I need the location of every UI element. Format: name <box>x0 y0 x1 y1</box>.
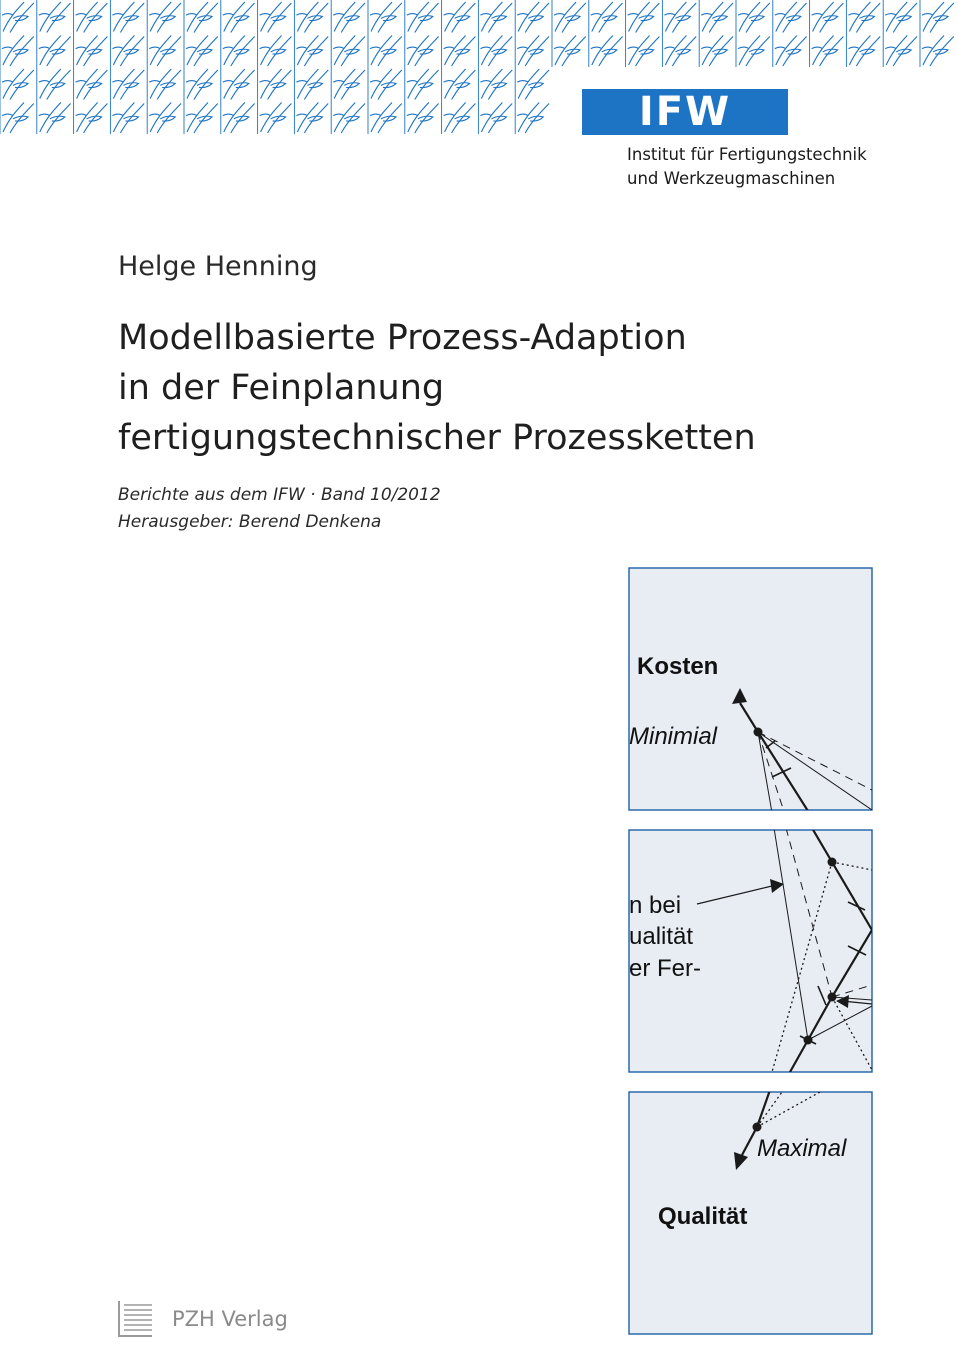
diagram-text-line-1: n bei <box>629 892 682 919</box>
institute-line-2: und Werkzeugmaschinen <box>627 169 836 188</box>
pattern-tile <box>478 34 512 68</box>
pattern-tile <box>331 0 365 34</box>
pattern-tile <box>920 0 954 34</box>
series-info <box>118 482 441 536</box>
pattern-tile <box>110 67 144 101</box>
pattern-tile <box>846 34 880 68</box>
logo-text: IFW <box>638 89 732 135</box>
pattern-tile <box>74 101 108 135</box>
label-kosten: Kosten <box>637 653 719 680</box>
pattern-tile <box>883 34 917 68</box>
pattern-tile <box>515 0 549 34</box>
pattern-tile <box>442 101 476 135</box>
pattern-tile <box>37 34 71 68</box>
pattern-tile <box>110 101 144 135</box>
pattern-tile <box>405 67 439 101</box>
pattern-tile <box>74 34 108 68</box>
pattern-tile <box>221 67 255 101</box>
pattern-tile <box>294 67 328 101</box>
pattern-tile <box>515 34 549 68</box>
header-pattern <box>0 0 959 135</box>
ifw-logo <box>582 89 788 135</box>
pattern-tile <box>626 34 660 68</box>
pattern-tile <box>736 0 770 34</box>
node-point <box>828 993 837 1002</box>
pattern-tile <box>74 0 108 34</box>
pattern-tile <box>258 101 292 135</box>
pattern-tile <box>405 34 439 68</box>
pattern-tile <box>0 34 34 68</box>
pattern-tile <box>294 101 328 135</box>
node-point <box>753 1123 762 1132</box>
pattern-tile <box>221 34 255 68</box>
book-title <box>118 313 756 463</box>
institute-name <box>627 143 867 191</box>
pattern-tile <box>0 0 34 34</box>
pattern-tile <box>368 67 402 101</box>
pattern-tile <box>147 34 181 68</box>
pattern-tile <box>515 101 549 135</box>
pattern-tile <box>331 34 365 68</box>
pattern-tile <box>147 101 181 135</box>
pattern-tile <box>184 67 218 101</box>
pattern-tile <box>699 34 733 68</box>
title-line-2: in der Feinplanung <box>118 368 445 408</box>
pattern-tile <box>405 0 439 34</box>
pattern-tile <box>920 34 954 68</box>
publisher-name: PZH Verlag <box>172 1307 288 1331</box>
pattern-tile <box>184 34 218 68</box>
pattern-tile <box>110 34 144 68</box>
diagram-text-line-3: er Fer- <box>629 955 701 982</box>
pattern-tile <box>258 0 292 34</box>
node-point <box>804 1036 813 1045</box>
institute-line-1: Institut für Fertigungstechnik <box>627 145 867 164</box>
pattern-tile <box>810 0 844 34</box>
series-line: Berichte aus dem IFW · Band 10/2012 <box>118 485 441 505</box>
author-name: Helge Henning <box>118 251 318 282</box>
pattern-tile <box>589 34 623 68</box>
pattern-tile <box>442 34 476 68</box>
pattern-tile <box>368 101 402 135</box>
pattern-tile <box>368 34 402 68</box>
pattern-tile <box>331 101 365 135</box>
pattern-tile <box>883 0 917 34</box>
title-line-3: fertigungstechnischer Prozessketten <box>118 418 756 458</box>
pattern-tile <box>552 0 586 34</box>
pattern-tile <box>37 67 71 101</box>
pattern-tile <box>37 101 71 135</box>
pattern-tile <box>184 0 218 34</box>
diagram-text-line-2: ualität <box>629 923 694 950</box>
pattern-tile <box>110 0 144 34</box>
diagram-panel-top <box>629 568 872 810</box>
pattern-tile <box>699 0 733 34</box>
pattern-tile <box>552 34 586 68</box>
pattern-tile <box>74 67 108 101</box>
node-point <box>754 728 763 737</box>
pattern-tile <box>846 0 880 34</box>
pattern-tile <box>147 67 181 101</box>
publisher <box>118 1299 288 1339</box>
pattern-tile <box>478 67 512 101</box>
pattern-tile <box>478 101 512 135</box>
pattern-tile <box>405 101 439 135</box>
pattern-tile <box>184 101 218 135</box>
pattern-tile <box>221 0 255 34</box>
pattern-tile <box>736 34 770 68</box>
pattern-tile <box>0 67 34 101</box>
pattern-tile <box>294 0 328 34</box>
cover-diagram <box>620 560 890 1340</box>
pattern-tile <box>0 101 34 135</box>
pattern-tile <box>258 34 292 68</box>
pattern-tile <box>368 0 402 34</box>
pattern-tile <box>442 67 476 101</box>
pattern-tile <box>662 0 696 34</box>
pattern-tile <box>442 0 476 34</box>
title-line-1: Modellbasierte Prozess-Adaption <box>118 318 687 358</box>
pattern-tile <box>147 0 181 34</box>
label-minimial: Minimial <box>629 723 718 750</box>
pattern-tile <box>221 101 255 135</box>
pattern-tile <box>331 67 365 101</box>
pattern-tile <box>294 34 328 68</box>
pattern-tile <box>773 34 807 68</box>
label-qualitaet: Qualität <box>658 1203 748 1230</box>
pattern-tile <box>662 34 696 68</box>
label-maximal: Maximal <box>757 1135 847 1162</box>
pattern-tile <box>37 0 71 34</box>
pattern-tile <box>478 0 512 34</box>
node-point <box>828 858 837 867</box>
editor-line: Herausgeber: Berend Denkena <box>118 512 382 532</box>
pattern-tile <box>626 0 660 34</box>
pattern-tile <box>773 0 807 34</box>
pattern-tile <box>589 0 623 34</box>
publisher-logo-icon <box>118 1301 154 1337</box>
pattern-tile <box>810 34 844 68</box>
pattern-tile <box>258 67 292 101</box>
pattern-tile <box>515 67 549 101</box>
